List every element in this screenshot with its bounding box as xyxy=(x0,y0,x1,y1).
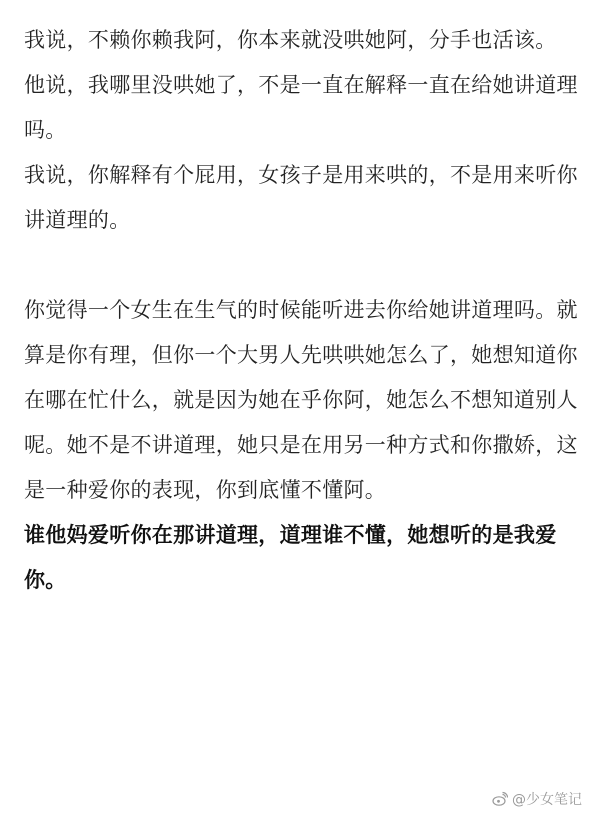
paragraph-1: 我说，不赖你赖我阿，你本来就没哄她阿，分手也活该。 xyxy=(24,28,557,52)
paragraph-spacer xyxy=(24,243,584,288)
paragraph-4: 你觉得一个女生在生气的时候能听进去你给她讲道理吗。就算是你有理，但你一个大男人先哄哄她怎么了，她想知道你在哪在忙什么，就是因为她在乎你阿，她怎么不想知道别人呢。她不是不讲道理，她只是在用另一种方式和你撒娇，这是一种爱你的表现，你到底懂不懂阿。 xyxy=(24,298,578,502)
paragraph-3: 我说，你解释有个屁用，女孩子是用来哄的，不是用来听你讲道理的。 xyxy=(24,163,578,232)
paragraph-5-emphasis: 谁他妈爱听你在那讲道理，道理谁不懂，她想听的是我爱你。 xyxy=(24,523,557,592)
article-body xyxy=(24,18,584,603)
watermark xyxy=(492,789,582,809)
paragraph-2: 他说，我哪里没哄她了，不是一直在解释一直在给她讲道理吗。 xyxy=(24,73,578,142)
weibo-icon xyxy=(492,791,508,807)
watermark-text: @少女笔记 xyxy=(512,792,582,808)
